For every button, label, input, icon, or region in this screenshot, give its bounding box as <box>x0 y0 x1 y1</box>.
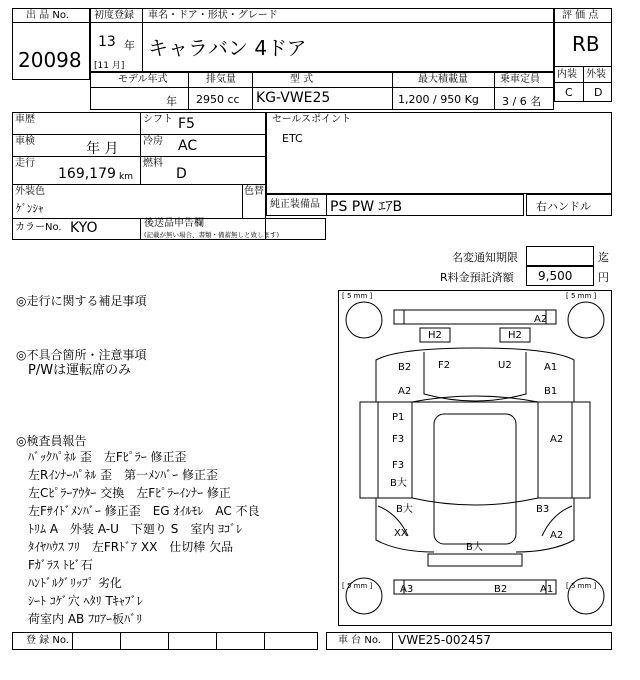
max-load-label: 最大積載量 <box>418 74 468 85</box>
after-report-label: 後送品申告欄 <box>144 218 204 229</box>
displacement-label: 排気量 <box>206 74 236 85</box>
mileage-label: 走行 <box>15 158 35 169</box>
inspector-title: ◎検査員報告 <box>16 434 87 448</box>
inspector-line: 左Rｲﾝﾅｰﾊﾟﾈﾙ 歪 第一ﾒﾝﾊﾞｰ 修正歪 <box>28 468 218 482</box>
inspection-label: 車検 <box>15 136 35 147</box>
reg-label: 登 録 No. <box>26 635 69 646</box>
fuel-label: 燃料 <box>143 158 163 169</box>
damage-mark: H2 <box>508 330 522 341</box>
exterior-color: ｹﾞﾝｼｬ <box>16 202 44 215</box>
damage-mark: B2 <box>398 362 412 373</box>
damage-mark: F3 <box>392 434 405 445</box>
color-no: KYO <box>70 220 98 236</box>
year-unit: 年 <box>124 39 135 52</box>
damage-mark: A2 <box>550 434 564 445</box>
exterior-color-label: 外装色 <box>15 186 45 197</box>
displacement: 2950 cc <box>196 93 240 106</box>
damage-mark: A3 <box>400 584 414 595</box>
steering: 右ハンドル <box>536 200 591 213</box>
sales-point: ETC <box>282 132 303 145</box>
recycle-unit: 円 <box>598 271 609 284</box>
car-diagram <box>338 290 612 626</box>
damage-mark: B大 <box>396 504 413 515</box>
damage-mark: A2 <box>550 530 564 541</box>
car-name: キャラバン 4ドア <box>148 36 307 60</box>
lot-number: 20098 <box>18 48 82 72</box>
first-reg-label: 初度登録 <box>94 10 134 21</box>
interior-grade: C <box>565 86 573 99</box>
inspector-line: ﾊﾝﾄﾞﾙｸﾞﾘｯﾌﾟ 劣化 <box>28 576 122 590</box>
notice-unit: 迄 <box>598 251 609 264</box>
recycle-amount: 9,500 <box>538 269 573 283</box>
damage-mark: B1 <box>544 386 558 397</box>
exterior-label: 外装 <box>586 69 606 80</box>
driving-title: ◎走行に関する補足事項 <box>16 294 147 308</box>
mileage-unit: km <box>119 172 133 182</box>
model-year-label: モデル年式 <box>118 74 168 85</box>
inspector-report <box>28 448 260 628</box>
recycle-label: R料金預託済額 <box>440 271 514 284</box>
history-label: 車歴 <box>15 114 35 125</box>
sales-point-label: セールスポイント <box>272 114 352 125</box>
capacity: 3 / 6 名 <box>502 95 542 108</box>
damage-mark: A2 <box>534 314 548 325</box>
color-no-label: カラーNo. <box>15 222 62 233</box>
damage-mark: F2 <box>438 360 451 371</box>
notice-label: 名変通知期限 <box>452 251 518 264</box>
type-value: KG-VWE25 <box>256 90 331 106</box>
inspector-line: Fｶﾞﾗｽ ﾄﾋﾞ石 <box>28 558 93 572</box>
type-label: 型 式 <box>290 74 314 85</box>
inspector-line: ｼｰﾄ ｺｹﾞ穴 ﾍﾀﾘ Tｷｬﾌﾞﾚ <box>28 594 143 608</box>
inspector-line: 荷室内 AB ﾌﾛｱｰ板ﾊﾞﾘ <box>28 612 143 626</box>
mileage-value: 169,179 <box>58 166 116 182</box>
defect-text: P/Wは運転席のみ <box>28 363 132 378</box>
inspector-line: ﾄﾘﾑ A 外装 A-U 下廻り S 室内 ﾖｺﾞﾚ <box>28 522 243 536</box>
damage-mark: A2 <box>398 386 412 397</box>
tire-depth-label: [ 5 mm ] <box>342 292 373 300</box>
shift-label: シフト <box>143 114 173 125</box>
first-reg-month: [11 月] <box>94 61 125 71</box>
damage-mark: H2 <box>428 330 442 341</box>
capacity-label: 乗車定員 <box>500 74 540 85</box>
interior-label: 内装 <box>557 69 577 80</box>
chassis-no: VWE25-002457 <box>398 633 492 647</box>
lot-label: 出 品 No. <box>26 10 69 21</box>
shift-value: F5 <box>178 116 195 132</box>
first-reg-year: 13 <box>98 34 116 50</box>
ac-value: AC <box>178 138 198 154</box>
defect-title: ◎不具合箇所・注意事項 <box>16 348 147 362</box>
inspection-value: 年 月 <box>86 141 119 157</box>
inspector-line: 左Cﾋﾟﾗｰｱｳﾀｰ 交換 左Fﾋﾟﾗｰｲﾝﾅｰ 修正 <box>28 486 231 500</box>
car-name-label: 車名・ドア・形状・グレード <box>148 10 278 21</box>
damage-mark: U2 <box>498 360 512 371</box>
damage-mark: B大 <box>390 478 407 489</box>
rating-label: 評 価 点 <box>562 10 599 21</box>
damage-mark: P1 <box>392 412 405 423</box>
tire-depth-label: [ 5 mm ] <box>566 292 597 300</box>
damage-mark: A1 <box>544 362 558 373</box>
inspector-line: ﾀｲﾔﾊｳｽ ﾌﾘ 左FRﾄﾞｱ XX 仕切棒 欠品 <box>28 540 234 554</box>
exterior-grade: D <box>594 86 603 99</box>
damage-mark: B3 <box>536 504 550 515</box>
damage-mark: B2 <box>494 584 508 595</box>
max-load: 1,200 / 950 Kg <box>398 93 479 106</box>
damage-mark: XX <box>394 528 408 539</box>
damage-mark: F3 <box>392 460 405 471</box>
notice-box <box>526 246 594 266</box>
color-change-label: 色替 <box>244 186 264 197</box>
tire-depth-label: [ 5 mm ] <box>342 582 373 590</box>
damage-mark: A1 <box>540 584 554 595</box>
chassis-label: 車 台 No. <box>338 635 381 646</box>
damage-mark: B大 <box>466 542 483 553</box>
rating-value: RB <box>572 32 600 56</box>
fuel-value: D <box>176 166 187 182</box>
inspector-line: ﾊﾞｯｸﾊﾟﾈﾙ 歪 左Fﾋﾟﾗｰ 修正歪 <box>28 450 187 464</box>
model-year-unit: 年 <box>166 95 177 108</box>
after-report-note: (記載が無い場合、書類・備蓄無しと致します) <box>144 231 280 239</box>
tire-depth-label: [ 5 mm ] <box>566 582 597 590</box>
equipment: PS PW ｴｱB <box>330 199 403 215</box>
equipment-label: 純正装備品 <box>270 199 320 210</box>
ac-label: 冷房 <box>143 136 163 147</box>
inspector-line: 左Fｻｲﾄﾞﾒﾝﾊﾞｰ 修正歪 EG ｵｲﾙﾓﾚ AC 不良 <box>28 504 260 518</box>
